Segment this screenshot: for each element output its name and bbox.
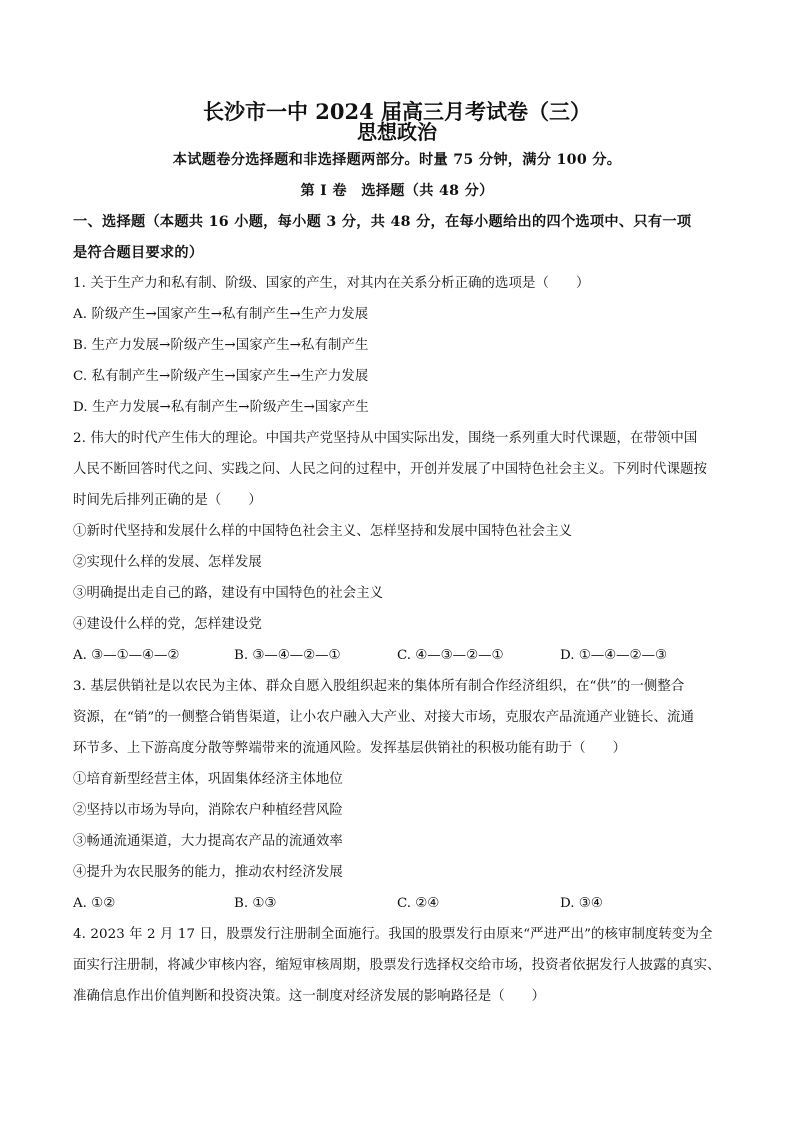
q2-item-2: ②实现什么样的发展、怎样发展 [73,555,262,570]
exam-intro: 本试题卷分选择题和非选择题两部分。时量 75 分钟，满分 100 分。 [172,152,622,168]
q4-stem-line-2: 面实行注册制，将减少审核内容，缩短审核周期，股票发行选择权交给市场，投资者依据发行人披露的真实、 [73,958,721,973]
q3-option-b: B. ①③ [234,896,277,911]
q3-stem-line-1: 3. 基层供销社是以农民为主体、群众自愿入股组织起来的集体所有制合作经济组织，在“供”的一侧整合 [73,679,685,694]
q2-stem-line-1: 2. 伟大的时代产生伟大的理论。中国共产党坚持从中国实际出发，围绕一系列重大时代课题，在带领中国 [73,431,698,446]
q3-item-2: ②坚持以市场为导向，消除农户种植经营风险 [73,803,343,818]
q3-option-a: A. ①② [73,896,116,911]
q2-stem-line-2: 人民不断回答时代之问、实践之问、人民之问的过程中，开创并发展了中国特色社会主义。下列时代课题按 [73,462,708,477]
q1-stem: 1. 关于生产力和私有制、阶级、国家的产生，对其内在关系分析正确的选项是（ ） [73,276,590,291]
q1-option-d: D. 生产力发展→私有制产生→阶级产生→国家产生 [73,400,369,415]
q3-item-4: ④提升为农民服务的能力，推动农村经济发展 [73,865,343,880]
q3-stem-line-3: 环节多、上下游高度分散等弊端带来的流通风险。发挥基层供销社的积极功能有助于（ ） [73,741,627,756]
q2-option-a: A. ③—①—④—② [73,648,180,663]
section-heading-line-2: 是符合题目要求的） [73,245,204,261]
q1-option-a: A. 阶级产生→国家产生→私有制产生→生产力发展 [73,307,369,322]
q1-option-c: C. 私有制产生→阶级产生→国家产生→生产力发展 [73,369,369,384]
q3-stem-line-2: 资源，在“销”的一侧整合销售渠道，让小农户融入大产业、对接大市场，克服农产品流通产业链长、流通 [73,710,694,725]
subject-title: 思想政治 [357,120,437,144]
q4-stem-line-1: 4. 2023 年 2 月 17 日，股票发行注册制全面施行。我国的股票发行由原来“严进严出”的核审制度转变为全 [73,927,713,942]
q2-item-1: ①新时代坚持和发展什么样的中国特色社会主义、怎样坚持和发展中国特色社会主义 [73,524,573,539]
q2-item-3: ③明确提出走自己的路，建设有中国特色的社会主义 [73,586,384,601]
q2-option-c: C. ④—③—②—① [397,648,504,663]
exam-title: 长沙市一中 2024 届高三月考试卷（三） [202,99,592,124]
q3-item-3: ③畅通流通渠道，大力提高农产品的流通效率 [73,834,343,849]
q1-option-b: B. 生产力发展→阶级产生→国家产生→私有制产生 [73,338,369,353]
q3-option-c: C. ②④ [397,896,440,911]
q2-option-b: B. ③—④—②—① [234,648,341,663]
section-heading-line-1: 一、选择题（本题共 16 小题，每小题 3 分，共 48 分，在每小题给出的四个选项中、只有一项 [73,214,692,230]
q4-stem-line-3: 准确信息作出价值判断和投资决策。这一制度对经济发展的影响路径是（ ） [73,989,546,1004]
q2-item-4: ④建设什么样的党，怎样建设党 [73,617,262,632]
q2-option-d: D. ①—④—②—③ [560,648,667,663]
q3-option-d: D. ③④ [560,896,603,911]
part-title: 第 I 卷 选择题（共 48 分） [300,183,494,199]
q2-stem-line-3: 时间先后排列正确的是（ ） [73,493,262,508]
q3-item-1: ①培育新型经营主体，巩固集体经济主体地位 [73,772,343,787]
